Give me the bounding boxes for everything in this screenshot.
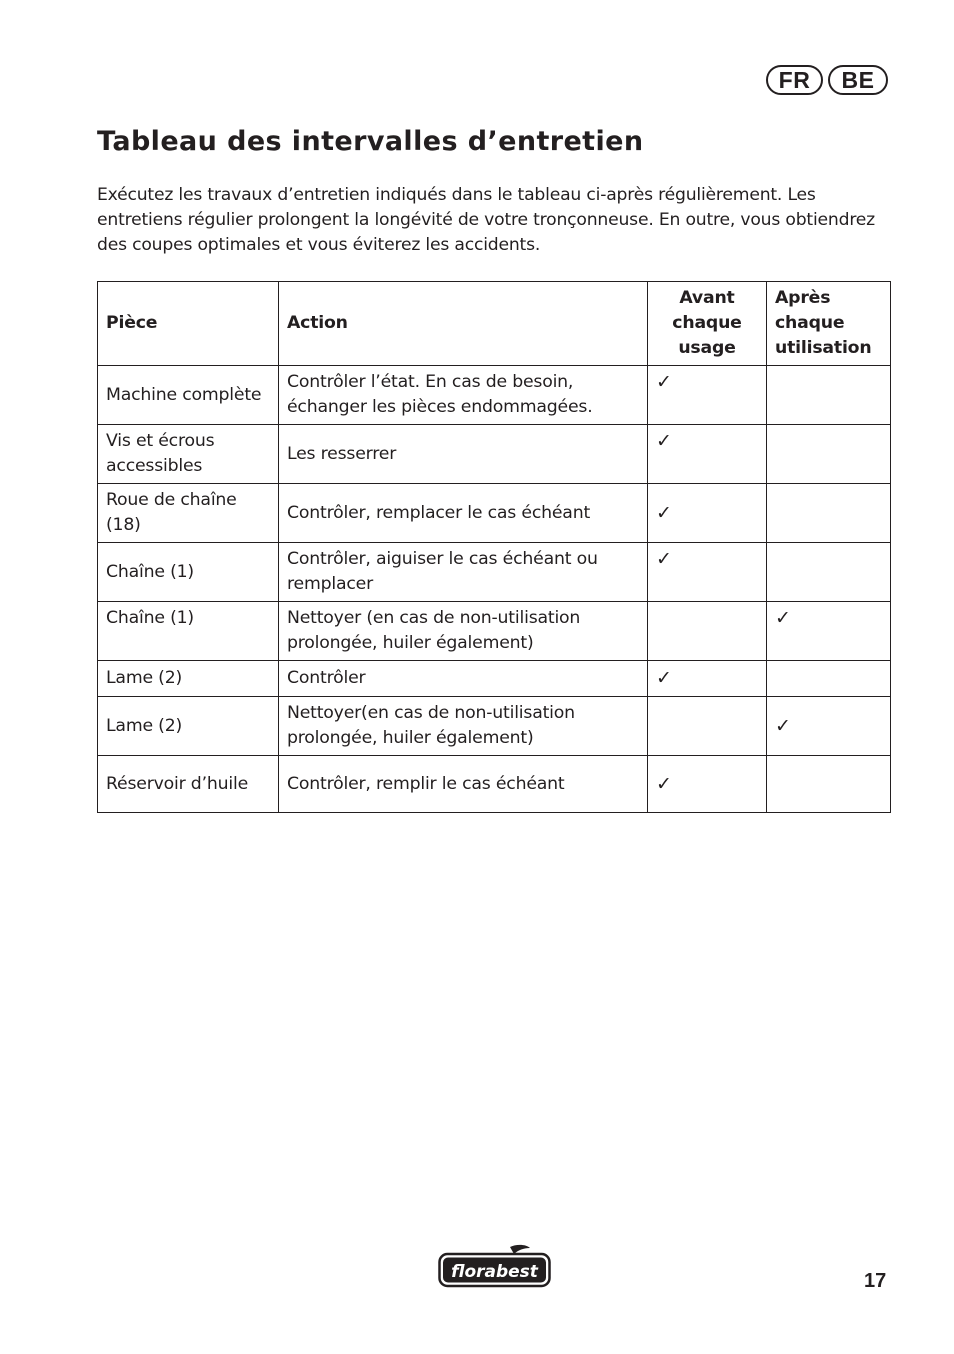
cell-action: Les resserrer <box>279 425 648 484</box>
cell-piece: Réservoir d’huile <box>98 756 279 813</box>
cell-apres <box>767 366 891 425</box>
check-icon: ✓ <box>648 484 767 543</box>
table-row <box>98 425 891 484</box>
cell-avant <box>648 697 767 756</box>
header-apres: Après chaque utilisation <box>767 282 891 366</box>
cell-action: Nettoyer (en cas de non-utilisation prolongée, huiler également) <box>279 602 648 661</box>
cell-action: Contrôler l’état. En cas de besoin, échanger les pièces endommagées. <box>279 366 648 425</box>
cell-piece: Chaîne (1) <box>98 543 279 602</box>
cell-avant <box>648 602 767 661</box>
table-header-row <box>98 282 891 366</box>
header-piece: Pièce <box>98 282 279 366</box>
cell-piece: Lame (2) <box>98 697 279 756</box>
check-icon: ✓ <box>648 425 767 484</box>
cell-apres <box>767 756 891 813</box>
maintenance-table <box>97 281 891 813</box>
florabest-logo <box>438 1244 551 1288</box>
check-icon: ✓ <box>648 756 767 813</box>
cell-action: Contrôler, aiguiser le cas échéant ou remplacer <box>279 543 648 602</box>
cell-action: Contrôler, remplacer le cas échéant <box>279 484 648 543</box>
page-title: Tableau des intervalles d’entretien <box>97 126 644 157</box>
header-avant: Avant chaque usage <box>648 282 767 366</box>
check-icon: ✓ <box>648 366 767 425</box>
check-icon: ✓ <box>648 543 767 602</box>
cell-apres <box>767 425 891 484</box>
cell-piece: Chaîne (1) <box>98 602 279 661</box>
cell-piece: Vis et écrous accessibles <box>98 425 279 484</box>
intro-paragraph: Exécutez les travaux d’entretien indiqués dans le tableau ci-après régulièrement. Les entretiens régulier prolongent la longévité de votre tronçonneuse. En outre, vous obtiendrez des coupes optimales et vous éviterez les accidents. <box>97 185 875 255</box>
cell-apres <box>767 484 891 543</box>
language-badges <box>766 65 888 95</box>
header-action: Action <box>279 282 648 366</box>
cell-piece: Machine complète <box>98 366 279 425</box>
table-row <box>98 366 891 425</box>
page-number: 17 <box>864 1270 887 1292</box>
cell-piece: Lame (2) <box>98 661 279 697</box>
cell-action: Contrôler <box>279 661 648 697</box>
table-row <box>98 484 891 543</box>
table-row <box>98 697 891 756</box>
cell-piece: Roue de chaîne (18) <box>98 484 279 543</box>
table-row <box>98 543 891 602</box>
cell-action: Contrôler, remplir le cas échéant <box>279 756 648 813</box>
check-icon: ✓ <box>648 661 767 697</box>
check-icon: ✓ <box>767 697 891 756</box>
check-icon: ✓ <box>767 602 891 661</box>
cell-apres <box>767 661 891 697</box>
table-row <box>98 661 891 697</box>
lang-badge-be: BE <box>828 65 888 95</box>
table-row <box>98 756 891 813</box>
table-row <box>98 602 891 661</box>
logo-text: florabest <box>451 1262 538 1282</box>
lang-badge-fr: FR <box>766 65 823 95</box>
cell-apres <box>767 543 891 602</box>
cell-action: Nettoyer(en cas de non-utilisation prolongée, huiler également) <box>279 697 648 756</box>
